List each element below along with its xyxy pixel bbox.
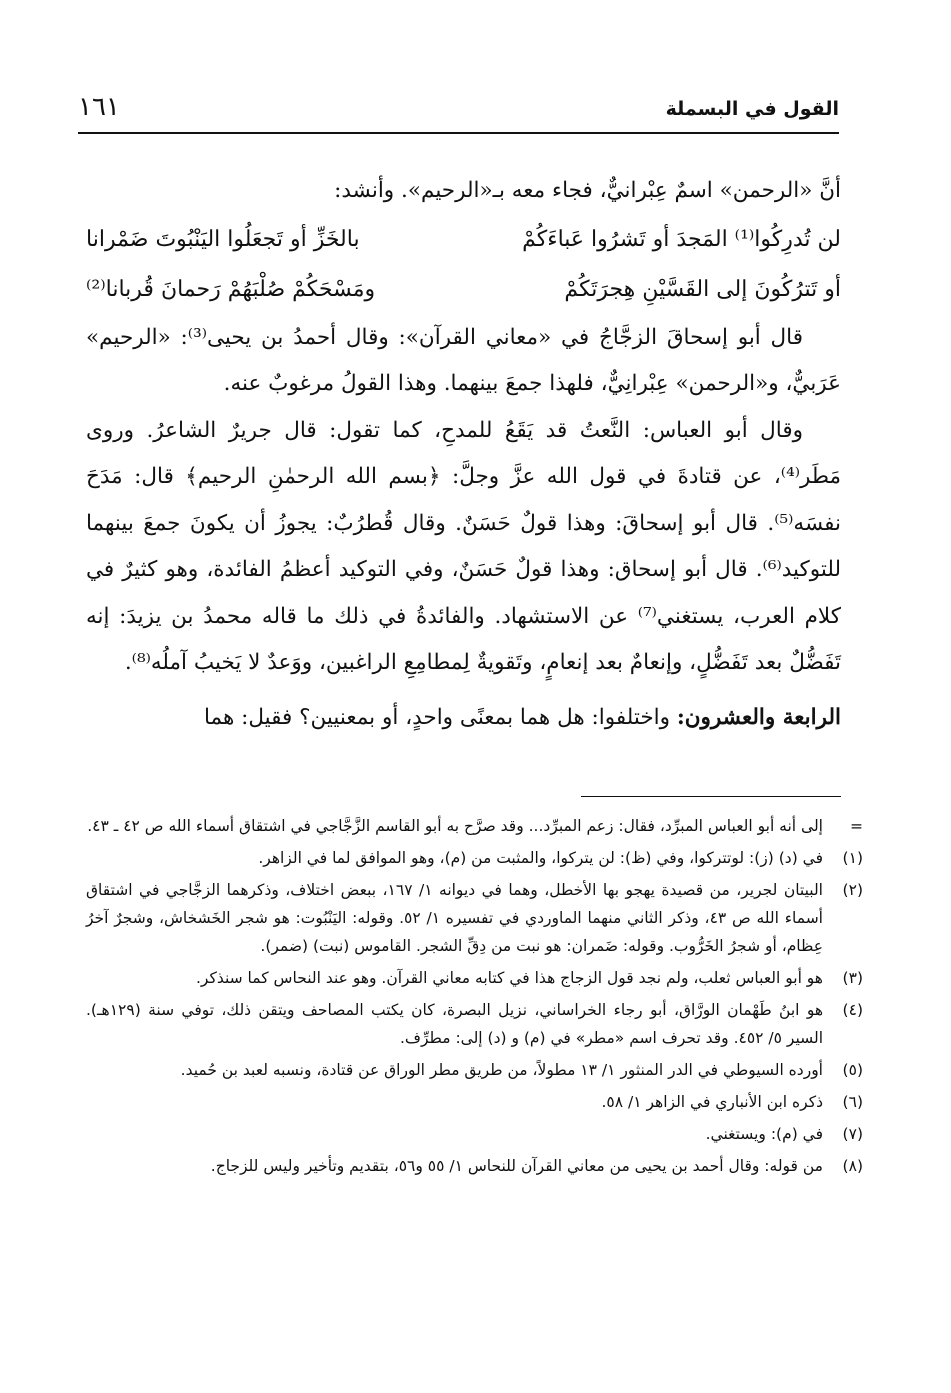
footnote-number: (٥) bbox=[842, 1061, 863, 1079]
paragraph-abu-abbas: وقال أبو العباس: النَّعتُ قد يَقَعُ للمدحِ، كما تقول: قال جريرٌ الشاعرُ. وروى مَطَر⁽⁴⁾، عن قتادةَ في قول الله عزَّ وجلَّ: ﴿بسم الله الرحمٰنِ الرحيم﴾ قال: مَدَحَ نفسَه⁽⁵⁾. قال أبو إسحاقَ: وهذا قولٌ حَسَنٌ. وقال قُطرُبٌ: يجوزُ أن يكونَ جمعَ بينهما للتوكيد⁽⁶⁾. قال أبو إسحاق: وهذا قولٌ حَسَنٌ، وفي التوكيد أعظمُ الفائدة، وهو كثيرٌ في كلام العرب، يستغني⁽⁷⁾ عن الاستشهاد. والفائدةُ في ذلك ما قاله محمدُ بن يزيدَ: إنه تَفَضُّلٌ بعد تَفَضُّلٍ، وإنعامٌ بعد إنعامٍ، وتَقويةٌ لِمطامِعِ الراغبين، ووَعدٌ لا يَخيبُ آملُه⁽⁸⁾. bbox=[86, 417, 841, 675]
footnote-item bbox=[86, 1056, 863, 1084]
footnote-number: (٣) bbox=[842, 969, 863, 987]
footnote-item bbox=[86, 876, 863, 960]
footnotes bbox=[86, 812, 863, 1184]
footnote-item bbox=[86, 1088, 863, 1116]
footnote-number: = bbox=[850, 817, 863, 835]
footnote-item bbox=[86, 844, 863, 872]
footnote-item bbox=[86, 1152, 863, 1180]
footnote-number: (٦) bbox=[842, 1093, 863, 1111]
page-header bbox=[78, 92, 839, 134]
paragraph-zajjaj: قال أبو إسحاقَ الزجَّاجُ في «معاني القرآن»: وقال أحمدُ بن يحيى⁽³⁾: «الرحيم» عَرَبيٌّ، و«الرحمن» عِبْرانِيٌّ، فلهذا جمعَ بينهما. وهذا القولُ مرغوبٌ عنه. bbox=[86, 324, 841, 396]
paragraph-intro: أنَّ «الرحمن» اسمٌ عِبْرانيٌّ، فجاء معه بـ«الرحيم». وأنشد: bbox=[334, 178, 841, 203]
section-heading: الرابعة والعشرون: bbox=[676, 704, 841, 730]
verse-line-2 bbox=[86, 265, 841, 315]
footnote-number: (١) bbox=[842, 849, 863, 867]
paragraph-gap bbox=[86, 687, 841, 695]
footnote-separator bbox=[581, 796, 841, 797]
footnote-number: (٨) bbox=[842, 1157, 863, 1175]
footnote-item bbox=[86, 996, 863, 1052]
paragraph-twenty-fourth bbox=[86, 695, 841, 742]
footnote-text: هو ابنُ طَهْمان الورَّاق، أبو رجاء الخراساني، نزيل البصرة، كان يكتب المصاحف ويتقن ذلك، توفي سنة (١٢٩هـ). السير ٥/ ٤٥٢. وقد تحرف اسم «مطر» في (م) و (د) إلى: مطرِّف. bbox=[86, 1001, 823, 1047]
footnote-text: أورده السيوطي في الدر المنثور ١/ ١٣ مطولاً، من طريق مطر الوراق عن قتادة، ونسبه لعبد بن حُميد. bbox=[180, 1061, 823, 1079]
footnote-item bbox=[86, 812, 863, 840]
footnote-number: (٤) bbox=[842, 1001, 863, 1019]
verse-2-second-hemistich: ومَسْحَكُمْ صُلْبَهُمْ رَحمانَ قُربانا⁽²⁾ bbox=[86, 276, 376, 302]
footnote-item bbox=[86, 1120, 863, 1148]
verse-1-second-hemistich: بالخَزِّ أو تَجعَلُوا اليَنْبُوتَ ضَمْرانا bbox=[86, 226, 360, 252]
verse-2-first-hemistich: أو تَترُكُونَ إلى القَسَّيْنِ هِجرَتَكُمْ bbox=[564, 276, 841, 302]
footnote-text: من قوله: وقال أحمد بن يحيى من معاني القرآن للنحاس ١/ ٥٥ و٥٦، بتقديم وتأخير وليس للزجاج. bbox=[210, 1157, 823, 1175]
footnote-text: ذكره ابن الأنباري في الزاهر ١/ ٥٨. bbox=[601, 1093, 823, 1111]
poem-verses bbox=[86, 215, 841, 315]
verse-line-1 bbox=[86, 215, 841, 265]
page-number: ١٦١ bbox=[78, 92, 120, 122]
main-text bbox=[86, 168, 841, 741]
footnote-text: في (د) (ز): لوتتركوا، وفي (ظ): لن يتركوا، والمثبت من (م)، وهو الموافق لما في الزاهر. bbox=[258, 849, 823, 867]
footnote-text: في (م): ويستغني. bbox=[705, 1125, 823, 1143]
footnote-text: هو أبو العباس ثعلب، ولم نجد قول الزجاج هذا في كتابه معاني القرآن. وهو عند النحاس كما سنذكر. bbox=[195, 969, 823, 987]
footnote-text: إلى أنه أبو العباس المبرِّد، فقال: زعم المبرِّد... وقد صرَّح به أبو القاسم الزَّجَّاجي في اشتقاق أسماء الله ص ٤٢ ـ ٤٣. bbox=[87, 817, 823, 835]
footnote-number: (٢) bbox=[842, 881, 863, 899]
footnote-number: (٧) bbox=[842, 1125, 863, 1143]
footnote-text: البيتان لجرير، من قصيدة يهجو بها الأخطل، وهما في ديوانه ١/ ١٦٧، ببعض اختلاف، وذكرهما الزجَّاجي في اشتقاق أسماء الله ص ٤٣، وذكر الثاني منهما الماوردي في تفسيره ١/ ٥٢. وقوله: اليَنْبُوت: هو شجر الخَشخاش، وشجرٌ آخرُ عِظام، أو شجرُ الخَرُّوب. وقوله: ضَمران: هو نبت من دِقِّ الشجر. القاموس (نبت) (ضمر). bbox=[86, 881, 823, 955]
footnote-item bbox=[86, 964, 863, 992]
section-text: واختلفوا: هل هما بمعنًى واحدٍ، أو بمعنيين؟ فقيل: هما bbox=[203, 704, 677, 730]
verse-1-first-hemistich: لن تُدرِكُوا⁽¹⁾ المَجدَ أو تَشرُوا عَباءَكُمْ bbox=[522, 226, 841, 252]
running-title: القول في البسملة bbox=[665, 98, 839, 120]
